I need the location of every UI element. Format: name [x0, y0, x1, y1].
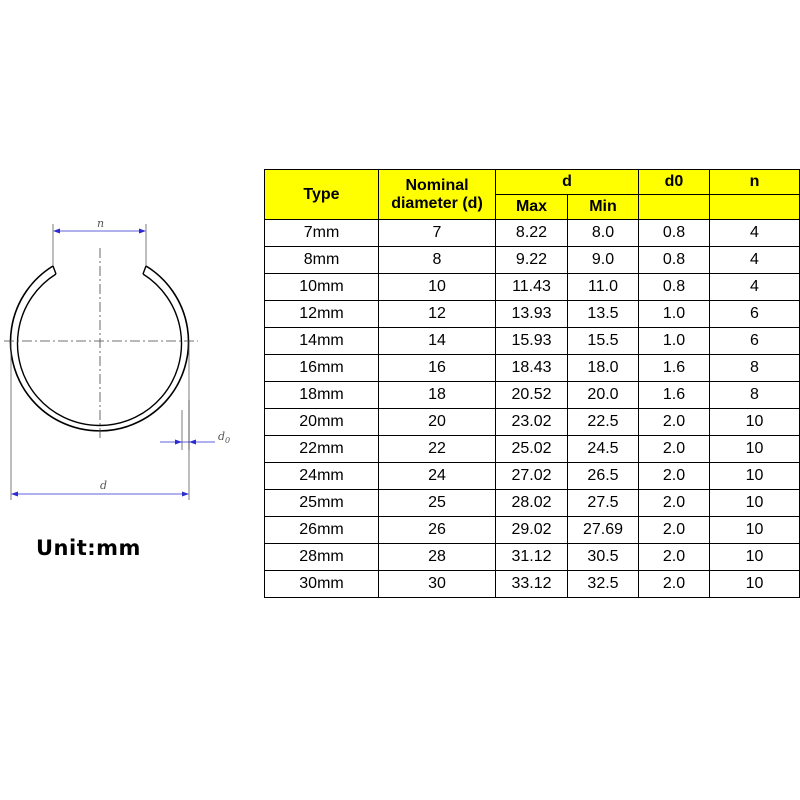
d0-cell: 2.0 [639, 436, 710, 463]
d0-cell: 0.8 [639, 274, 710, 301]
table-row [265, 355, 800, 382]
header-d0-blank [639, 195, 710, 220]
spec-table [264, 169, 800, 598]
header-type: Type [265, 170, 379, 220]
table-row [265, 544, 800, 571]
header-n-blank [710, 195, 800, 220]
d-arrow-left [11, 492, 18, 497]
header-nominal-line2: diameter (d) [391, 194, 483, 212]
n-cell: 8 [710, 382, 800, 409]
nominal-cell: 25 [379, 490, 496, 517]
header-nominal-line1: Nominal [405, 176, 469, 194]
table-row [265, 490, 800, 517]
type-cell: 12mm [265, 301, 379, 328]
n-cell: 8 [710, 355, 800, 382]
table-row [265, 436, 800, 463]
d-max-cell: 29.02 [496, 517, 568, 544]
type-cell: 26mm [265, 517, 379, 544]
d0-cell: 1.6 [639, 382, 710, 409]
d-min-cell: 8.0 [568, 220, 639, 247]
d-max-cell: 33.12 [496, 571, 568, 598]
n-cell: 4 [710, 220, 800, 247]
d-max-cell: 18.43 [496, 355, 568, 382]
header-n: n [710, 170, 800, 195]
d-min-cell: 24.5 [568, 436, 639, 463]
d-min-cell: 26.5 [568, 463, 639, 490]
d0-cell: 2.0 [639, 544, 710, 571]
header-min: Min [568, 195, 639, 220]
d0-cell: 0.8 [639, 220, 710, 247]
table-row [265, 409, 800, 436]
n-cell: 6 [710, 301, 800, 328]
nominal-cell: 18 [379, 382, 496, 409]
nominal-cell: 22 [379, 436, 496, 463]
d-min-cell: 20.0 [568, 382, 639, 409]
d-min-cell: 22.5 [568, 409, 639, 436]
d-min-cell: 9.0 [568, 247, 639, 274]
type-cell: 30mm [265, 571, 379, 598]
table-row [265, 220, 800, 247]
d-max-cell: 9.22 [496, 247, 568, 274]
d-min-cell: 15.5 [568, 328, 639, 355]
header-max: Max [496, 195, 568, 220]
header-nominal-diameter [379, 170, 496, 220]
d0-cell: 1.6 [639, 355, 710, 382]
nominal-cell: 24 [379, 463, 496, 490]
d-max-cell: 20.52 [496, 382, 568, 409]
n-arrow-right [139, 229, 146, 234]
d-min-cell: 13.5 [568, 301, 639, 328]
d0-cell: 2.0 [639, 517, 710, 544]
d-max-cell: 25.02 [496, 436, 568, 463]
d-min-cell: 32.5 [568, 571, 639, 598]
d-label: d [100, 479, 108, 492]
ring-gap-right [143, 266, 146, 274]
d0-cell: 0.8 [639, 247, 710, 274]
n-cell: 10 [710, 436, 800, 463]
nominal-cell: 20 [379, 409, 496, 436]
d0-cell: 2.0 [639, 490, 710, 517]
d0-cell: 2.0 [639, 571, 710, 598]
nominal-cell: 30 [379, 571, 496, 598]
header-d: d [496, 170, 639, 195]
unit-label: Unit:mm [36, 536, 141, 560]
nominal-cell: 8 [379, 247, 496, 274]
nominal-cell: 12 [379, 301, 496, 328]
table-row [265, 301, 800, 328]
d0-arrow-right [189, 440, 196, 445]
d-min-cell: 27.69 [568, 517, 639, 544]
n-cell: 10 [710, 463, 800, 490]
table-row [265, 247, 800, 274]
nominal-cell: 7 [379, 220, 496, 247]
table-row [265, 571, 800, 598]
d-max-cell: 27.02 [496, 463, 568, 490]
type-cell: 25mm [265, 490, 379, 517]
d-max-cell: 23.02 [496, 409, 568, 436]
n-cell: 10 [710, 517, 800, 544]
nominal-cell: 14 [379, 328, 496, 355]
table-row [265, 274, 800, 301]
d-min-cell: 27.5 [568, 490, 639, 517]
d0-arrow-left [175, 440, 182, 445]
d-max-cell: 13.93 [496, 301, 568, 328]
d-min-cell: 11.0 [568, 274, 639, 301]
type-cell: 8mm [265, 247, 379, 274]
type-cell: 10mm [265, 274, 379, 301]
ring-gap-left [53, 266, 56, 274]
d0-cell: 1.0 [639, 328, 710, 355]
circlip-diagram [0, 200, 250, 510]
d0-cell: 2.0 [639, 409, 710, 436]
n-cell: 10 [710, 571, 800, 598]
table-row [265, 382, 800, 409]
table-row [265, 517, 800, 544]
type-cell: 18mm [265, 382, 379, 409]
ring-inner [17, 274, 181, 426]
d-min-cell: 30.5 [568, 544, 639, 571]
table-row [265, 328, 800, 355]
d-max-cell: 11.43 [496, 274, 568, 301]
type-cell: 28mm [265, 544, 379, 571]
n-cell: 6 [710, 328, 800, 355]
d-max-cell: 28.02 [496, 490, 568, 517]
d0-label: $d_0$ [218, 430, 231, 445]
n-cell: 4 [710, 274, 800, 301]
n-cell: 10 [710, 490, 800, 517]
n-cell: 10 [710, 544, 800, 571]
d0-cell: 2.0 [639, 463, 710, 490]
nominal-cell: 26 [379, 517, 496, 544]
type-cell: 24mm [265, 463, 379, 490]
d0-cell: 1.0 [639, 301, 710, 328]
d-max-cell: 31.12 [496, 544, 568, 571]
n-label: n [97, 217, 105, 230]
n-cell: 4 [710, 247, 800, 274]
d-min-cell: 18.0 [568, 355, 639, 382]
table-row [265, 463, 800, 490]
n-cell: 10 [710, 409, 800, 436]
type-cell: 16mm [265, 355, 379, 382]
n-arrow-left [53, 229, 60, 234]
d-max-cell: 15.93 [496, 328, 568, 355]
header-d0: d0 [639, 170, 710, 195]
type-cell: 7mm [265, 220, 379, 247]
type-cell: 14mm [265, 328, 379, 355]
type-cell: 20mm [265, 409, 379, 436]
type-cell: 22mm [265, 436, 379, 463]
nominal-cell: 28 [379, 544, 496, 571]
d-arrow-right [182, 492, 189, 497]
d-max-cell: 8.22 [496, 220, 568, 247]
nominal-cell: 16 [379, 355, 496, 382]
nominal-cell: 10 [379, 274, 496, 301]
